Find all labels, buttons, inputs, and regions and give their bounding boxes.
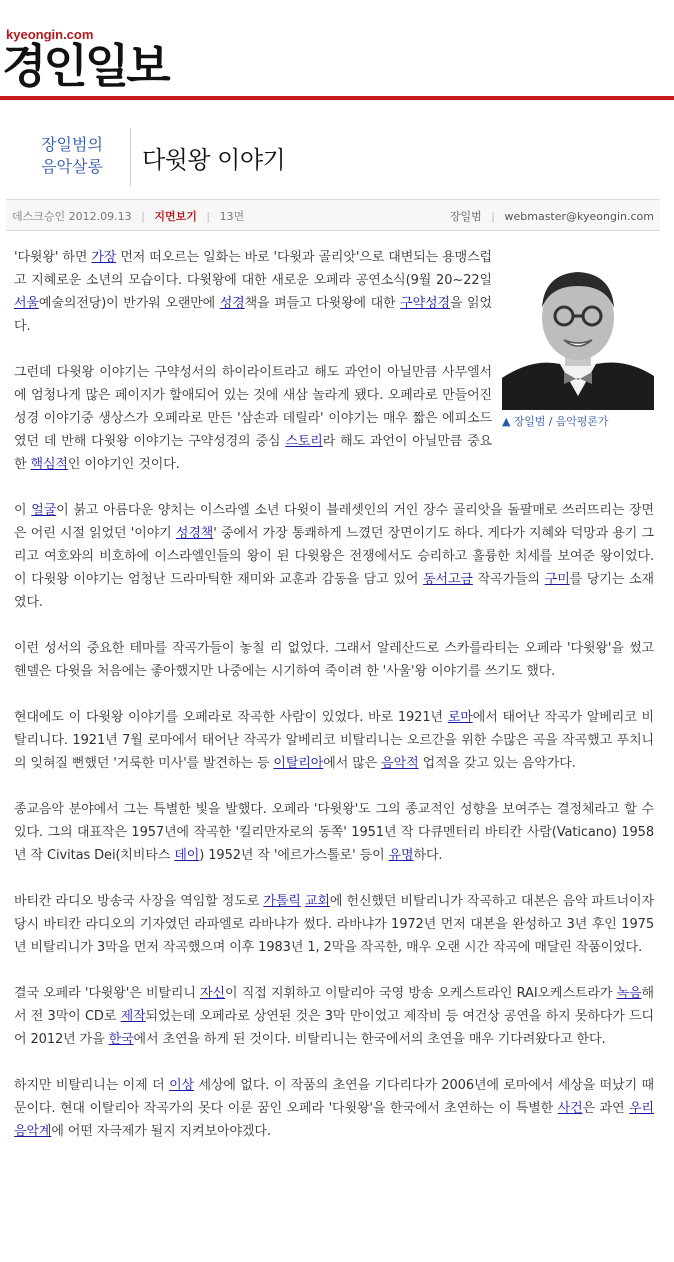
article-headline: 다윗왕 이야기 <box>142 146 286 174</box>
keyword-link[interactable]: 가장 <box>91 250 117 265</box>
keyword-link[interactable]: 음악적 <box>381 756 419 771</box>
meta-left <box>12 208 244 224</box>
keyword-link[interactable]: 자신 <box>200 986 225 1001</box>
keyword-link[interactable]: 구약성경 <box>400 296 450 311</box>
photo-caption: ▲ 장일범 / 음악평론가 <box>502 415 609 428</box>
page-number: 13면 <box>219 210 245 223</box>
keyword-link[interactable]: 동서고금 <box>423 572 473 587</box>
keyword-link[interactable]: 이탈리아 <box>273 756 324 771</box>
keyword-link[interactable]: 로마 <box>447 710 473 725</box>
keyword-link[interactable]: 성경책 <box>175 526 214 541</box>
keyword-link[interactable]: 구미 <box>544 572 570 587</box>
author-portrait-image <box>502 260 654 410</box>
masthead <box>0 0 674 104</box>
column-header <box>0 118 674 196</box>
author-photo <box>502 260 654 410</box>
author-photo-box <box>502 260 654 430</box>
paragraph-3: 이 얼굴이 붉고 아름다운 양치는 이스라엘 소년 다윗이 블레셋인의 거인 장수 골리앗을 돌팔매로 쓰러뜨리는 장면은 어린 시절 읽었던 '이야기 성경책' 중에서 가장 통쾌하게 느꼈던 장면이기도 하다. 게다가 지혜와 덕망과 용기 그리고 여호와의 비호하에 이스라엘인들의 왕이 된 다윗왕은 전쟁에서도 승리하고 훌륭한 치세를 보여준 왕이었다. 이 다윗왕 이야기는 엄청난 드라마틱한 재미와 교훈과 감동을 담고 있어 동서고금 작곡가들의 구미를 당기는 소재였다. <box>14 503 654 610</box>
site-url[interactable]: kyeongin.com <box>6 27 94 42</box>
paragraph-5: 현대에도 이 다윗왕 이야기를 오페라로 작곡한 사람이 있었다. 바로 1921년 로마에서 태어난 작곡가 알베리코 비탈리니다. 1921년 7월 로마에서 태어난 작곡가 알베리코 비탈리니는 오르간을 위한 수많은 곡을 작곡했고 푸치니의 잊혀질 뻔했던 '거룩한 미사'를 발견하는 등 이탈리아에서 많은 음악적 업적을 갖고 있는 음악가다. <box>14 710 654 771</box>
author-email[interactable]: webmaster@kyeongin.com <box>504 210 654 223</box>
keyword-link[interactable]: 얼굴 <box>31 503 57 518</box>
keyword-link[interactable]: 녹음 <box>616 986 642 1001</box>
keyword-link[interactable]: 우리 <box>629 1101 654 1116</box>
paragraph-8: 결국 오페라 '다윗왕'은 비탈리니 자신이 직접 지휘하고 이탈리아 국영 방송 오케스트라인 RAI오케스트라가 녹음해서 전 3막이 CD로 제작되었는데 오페라로 상연된 것은 3막 만이었고 제작비 등 여건상 공연을 하지 못하다가 드디어 2012년 가을 한국에서 초연을 하게 된 것이다. 비탈리니는 한국에서의 초연을 매우 기다려왔다고 한다. <box>14 986 654 1047</box>
keyword-link[interactable]: 유명 <box>388 848 414 863</box>
keyword-link[interactable]: 이상 <box>169 1078 194 1093</box>
keyword-link[interactable]: 사건 <box>557 1101 583 1116</box>
print-view-link[interactable]: 지면보기 <box>154 210 197 223</box>
article-body <box>14 246 654 1166</box>
keyword-link[interactable]: 서울 <box>14 296 39 311</box>
author-name: 장일범 <box>449 210 482 223</box>
column-name-line1: 장일범의 <box>41 135 103 154</box>
paragraph-2: 그런데 다윗왕 이야기는 구약성서의 하이라이트라고 해도 과언이 아닐만큼 사무엘서에 엄청나게 많은 페이지가 할애되어 있는 것에 새삼 놀라게 됐다. 오페라로 만들어진 성경 이야기중 생상스가 오페라로 만든 '삼손과 데릴라' 이야기는 매우 짧은 에피소드였던 데 반해 다윗왕 이야기는 구약성경의 중심 스토리라 해도 과언이 아닐만큼 중요한 핵심적인 이야기인 것이다. <box>14 365 492 472</box>
paragraph-4: 이런 성서의 중요한 테마를 작곡가들이 놓칠 리 없었다. 그래서 알레산드로 스카를라티는 오페라 '다윗왕'을 썼고 헨델은 다윗을 처음에는 좋아했지만 나중에는 시기하여 죽이려 한 '사울'왕 이야기를 쓰기도 했다. <box>14 641 654 679</box>
keyword-link[interactable]: 핵심적 <box>30 457 68 472</box>
keyword-link[interactable]: 한국 <box>108 1032 134 1047</box>
keyword-link[interactable]: 음악계 <box>14 1124 52 1139</box>
column-name-line2: 음악살롱 <box>41 157 103 176</box>
keyword-link[interactable]: 스토리 <box>285 434 323 449</box>
meta-separator: | <box>206 210 211 223</box>
keyword-link[interactable]: 제작 <box>120 1009 146 1024</box>
masthead-divider <box>0 96 674 100</box>
meta-separator: | <box>491 210 495 223</box>
paragraph-9: 하지만 비탈리니는 이제 더 이상 세상에 없다. 이 작품의 초연을 기다리다가 2006년에 로마에서 세상을 떠났기 때문이다. 현대 이탈리아 작곡가의 못다 이룬 꿈인 오페라 '다윗왕'을 한국에서 초연하는 이 특별한 사건은 과연 우리 음악계에 어떤 자극제가 될지 지켜보아야겠다. <box>14 1078 654 1139</box>
paragraph-7: 바티칸 라디오 방송국 사장을 역임할 정도로 가톨릭 교회에 헌신했던 비탈리니가 작곡하고 대본은 음악 파트너이자 당시 바티칸 라디오의 기자였던 라파엘로 라바냐가 썼다. 라바냐가 1972년 먼저 대본을 완성하고 3년 후인 1975년 비탈리니가 3막을 먼저 작곡했으며 이후 1983년 1, 2막을 작곡한, 매우 오랜 시간 작곡에 매달린 작품이었다. <box>14 894 654 955</box>
keyword-link[interactable]: 성경 <box>219 296 245 311</box>
paragraph-6: 종교음악 분야에서 그는 특별한 빛을 발했다. 오페라 '다윗왕'도 그의 종교적인 성향을 보여주는 결정체라고 할 수 있다. 그의 대표작은 1957년에 작곡한 '킬리만자로의 동쪽' 1951년 작 다큐멘터리 바티칸 사람(Vaticano) 1958년 작 Civitas Dei(치비타스 데이) 1952년 작 '에르가스톨로' 등이 유명하다. <box>14 802 654 863</box>
column-divider <box>130 128 131 186</box>
keyword-link[interactable]: 교회 <box>304 894 330 909</box>
meta-right <box>450 208 654 224</box>
keyword-link[interactable]: 가톨릭 <box>263 894 301 909</box>
newspaper-logo[interactable]: 경인일보 <box>2 39 168 93</box>
article-meta-bar <box>6 199 660 231</box>
meta-separator: | <box>141 210 145 223</box>
paragraph-1: '다윗왕' 하면 가장 먼저 떠오르는 일화는 바로 '다윗과 골리앗'으로 대변되는 용맹스럽고 지혜로운 소년의 모습이다. 다윗왕에 대한 새로운 오페라 공연소식(9월 20~22일 서울예술의전당)이 반가워 오랜만에 성경책을 펴들고 다윗왕에 대한 구약성경을 읽었다. <box>14 250 492 334</box>
keyword-link[interactable]: 데이 <box>174 848 200 863</box>
column-name <box>28 134 116 178</box>
approval-date: 데스크승인 2012.09.13 <box>12 210 132 223</box>
